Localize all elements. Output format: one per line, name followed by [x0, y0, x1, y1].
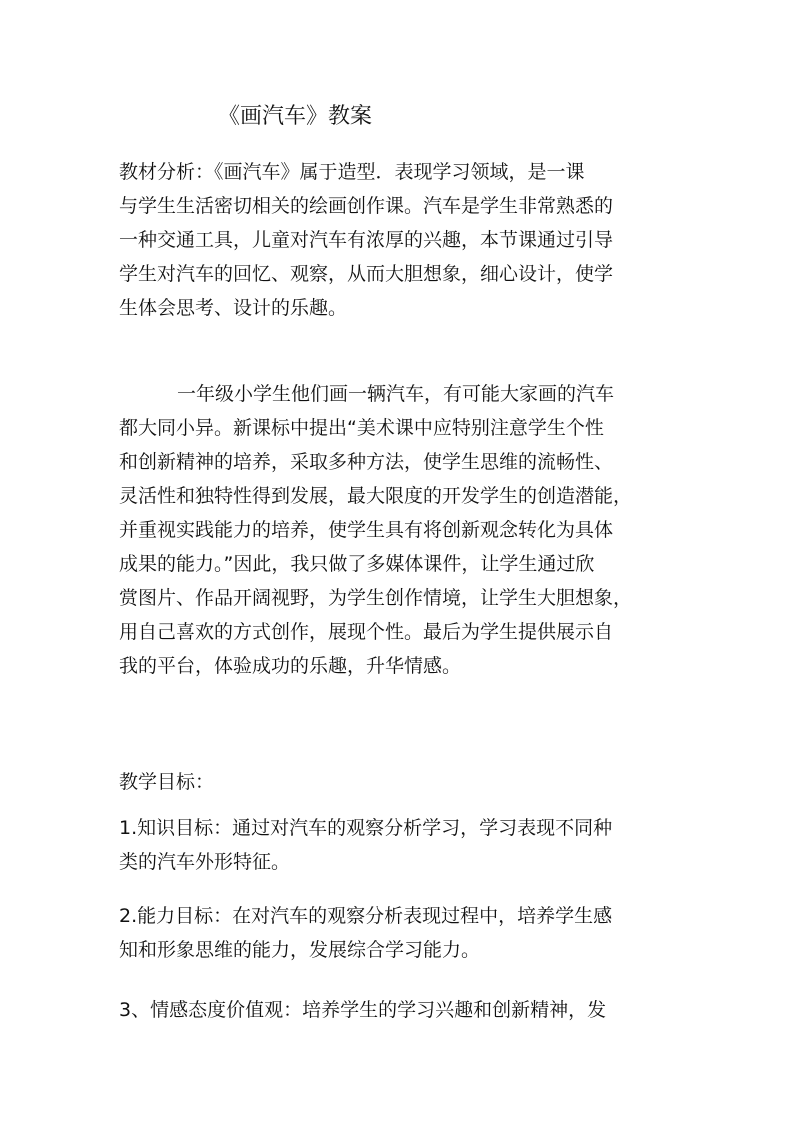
paragraph-line: 3、情感态度价值观：培养学生的学习兴趣和创新精神，发	[119, 999, 607, 1021]
background-paragraph	[119, 377, 679, 683]
paragraph-line: 用自己喜欢的方式创作，展现个性。最后为学生提供展示自	[119, 621, 614, 643]
paragraph-line: 一年级小学生他们画一辆汽车，有可能大家画的汽车	[177, 383, 615, 405]
document-title: 《画汽车》教案	[218, 104, 373, 129]
paragraph-line: 与学生生活密切相关的绘画创作课。汽车是学生非常熟悉的	[119, 195, 614, 217]
objective-attitude	[119, 993, 679, 1027]
analysis-paragraph	[119, 155, 679, 325]
paragraph-line: 学生对汽车的回忆、观察，从而大胆想象，细心设计，使学	[119, 263, 614, 285]
paragraph-line: 类的汽车外形特征。	[119, 851, 291, 873]
paragraph-line: 灵活性和独特性得到发展，最大限度的开发学生的创造潜能，	[119, 485, 633, 507]
objective-knowledge	[119, 811, 679, 879]
paragraph-line: 一种交通工具，儿童对汽车有浓厚的兴趣，本节课通过引导	[119, 229, 614, 251]
paragraph-line: 和创新精神的培养，采取多种方法，使学生思维的流畅性、	[119, 451, 614, 473]
paragraph-line: 知和形象思维的能力，发展综合学习能力。	[119, 939, 481, 961]
paragraph-line: 都大同小异。新课标中提出“美术课中应特别注意学生个性	[119, 417, 604, 439]
paragraph-line: 并重视实践能力的培养，使学生具有将创新观念转化为具体	[119, 519, 614, 541]
paragraph-line: 教材分析：《画汽车》属于造型．表现学习领域，是一课	[119, 161, 585, 183]
section-heading: 教学目标：	[119, 771, 215, 793]
paragraph-line: 赏图片、作品开阔视野，为学生创作情境，让学生大胆想象，	[119, 587, 633, 609]
paragraph-line: 2.能力目标：在对汽车的观察分析表现过程中，培养学生感	[119, 905, 613, 927]
paragraph-line: 我的平台，体验成功的乐趣，升华情感。	[119, 655, 462, 677]
objective-ability	[119, 899, 679, 967]
paragraph-line: 成果的能力。”因此，我只做了多媒体课件，让学生通过欣	[119, 553, 595, 575]
paragraph-line: 生体会思考、设计的乐趣。	[119, 297, 348, 319]
objectives-heading	[119, 765, 679, 799]
paragraph-line: 1.知识目标：通过对汽车的观察分析学习，学习表现不同种	[119, 817, 613, 839]
